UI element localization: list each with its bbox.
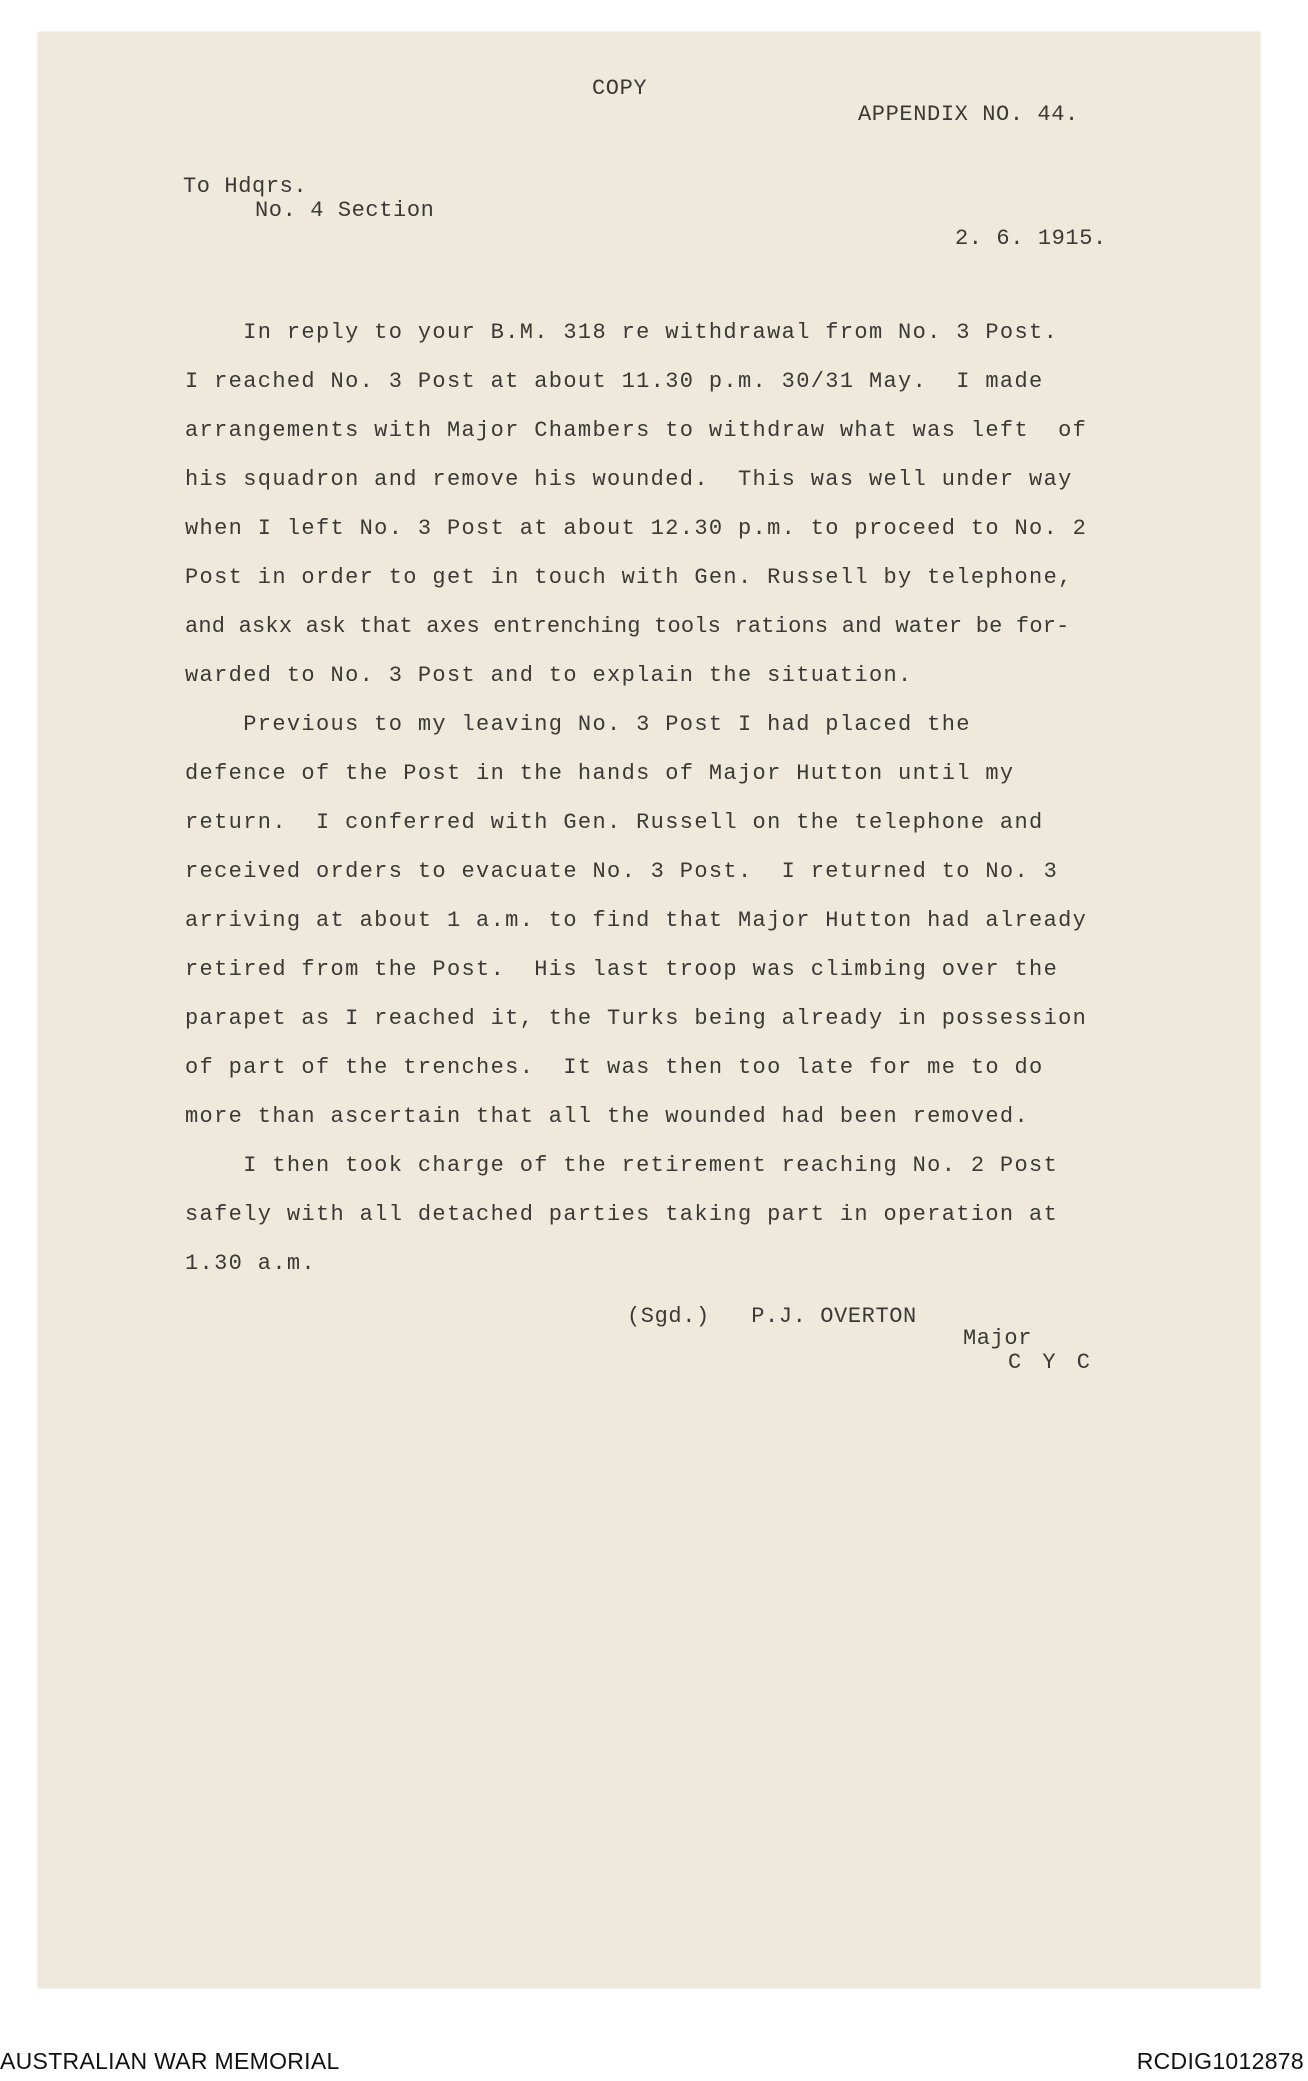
archive-credit: AUSTRALIAN WAR MEMORIAL (0, 2048, 340, 2074)
body-line: and askx ask that axes entrenching tools rations and water be for- (185, 614, 1070, 639)
body-line: I then took charge of the retirement reaching No. 2 Post (185, 1153, 1059, 1178)
body-line: more than ascertain that all the wounded had been removed. (185, 1104, 1030, 1129)
copy-label: COPY (592, 76, 648, 101)
addressee-line-2: No. 4 Section (255, 198, 435, 223)
body-line: received orders to evacuate No. 3 Post. I returned to No. 3 (185, 859, 1059, 884)
body-line: when I left No. 3 Post at about 12.30 p.m. to proceed to No. 2 (185, 516, 1088, 541)
body-line: Previous to my leaving No. 3 Post I had placed the (185, 712, 971, 737)
body-line: retired from the Post. His last troop was climbing over the (185, 957, 1059, 982)
body-line: In reply to your B.M. 318 re withdrawal from No. 3 Post. (185, 320, 1059, 345)
body-line: I reached No. 3 Post at about 11.30 p.m. 30/31 May. I made (185, 369, 1044, 394)
body-line: arriving at about 1 a.m. to find that Major Hutton had already (185, 908, 1088, 933)
body-line: Post in order to get in touch with Gen. Russell by telephone, (185, 565, 1073, 590)
body-line: of part of the trenches. It was then too late for me to do (185, 1055, 1044, 1080)
body-line: return. I conferred with Gen. Russell on the telephone and (185, 810, 1044, 835)
body-line: arrangements with Major Chambers to withdraw what was left of (185, 418, 1088, 443)
addressee-line-1: To Hdqrs. (183, 174, 308, 199)
letter-date: 2. 6. 1915. (955, 226, 1107, 251)
signature-line: (Sgd.) P.J. OVERTON (627, 1304, 917, 1329)
body-line: 1.30 a.m. (185, 1251, 316, 1276)
archive-reference: RCDIG1012878 (1136, 2048, 1304, 2074)
signatory-unit: C Y C (1008, 1350, 1095, 1375)
body-line: safely with all detached parties taking part in operation at (185, 1202, 1059, 1227)
body-line: defence of the Post in the hands of Major Hutton until my (185, 761, 1015, 786)
body-line: warded to No. 3 Post and to explain the situation. (185, 663, 913, 688)
signatory-rank: Major (963, 1326, 1033, 1351)
appendix-number: APPENDIX NO. 44. (858, 102, 1079, 127)
body-line: parapet as I reached it, the Turks being already in possession (185, 1006, 1088, 1031)
body-line: his squadron and remove his wounded. This was well under way (185, 467, 1073, 492)
